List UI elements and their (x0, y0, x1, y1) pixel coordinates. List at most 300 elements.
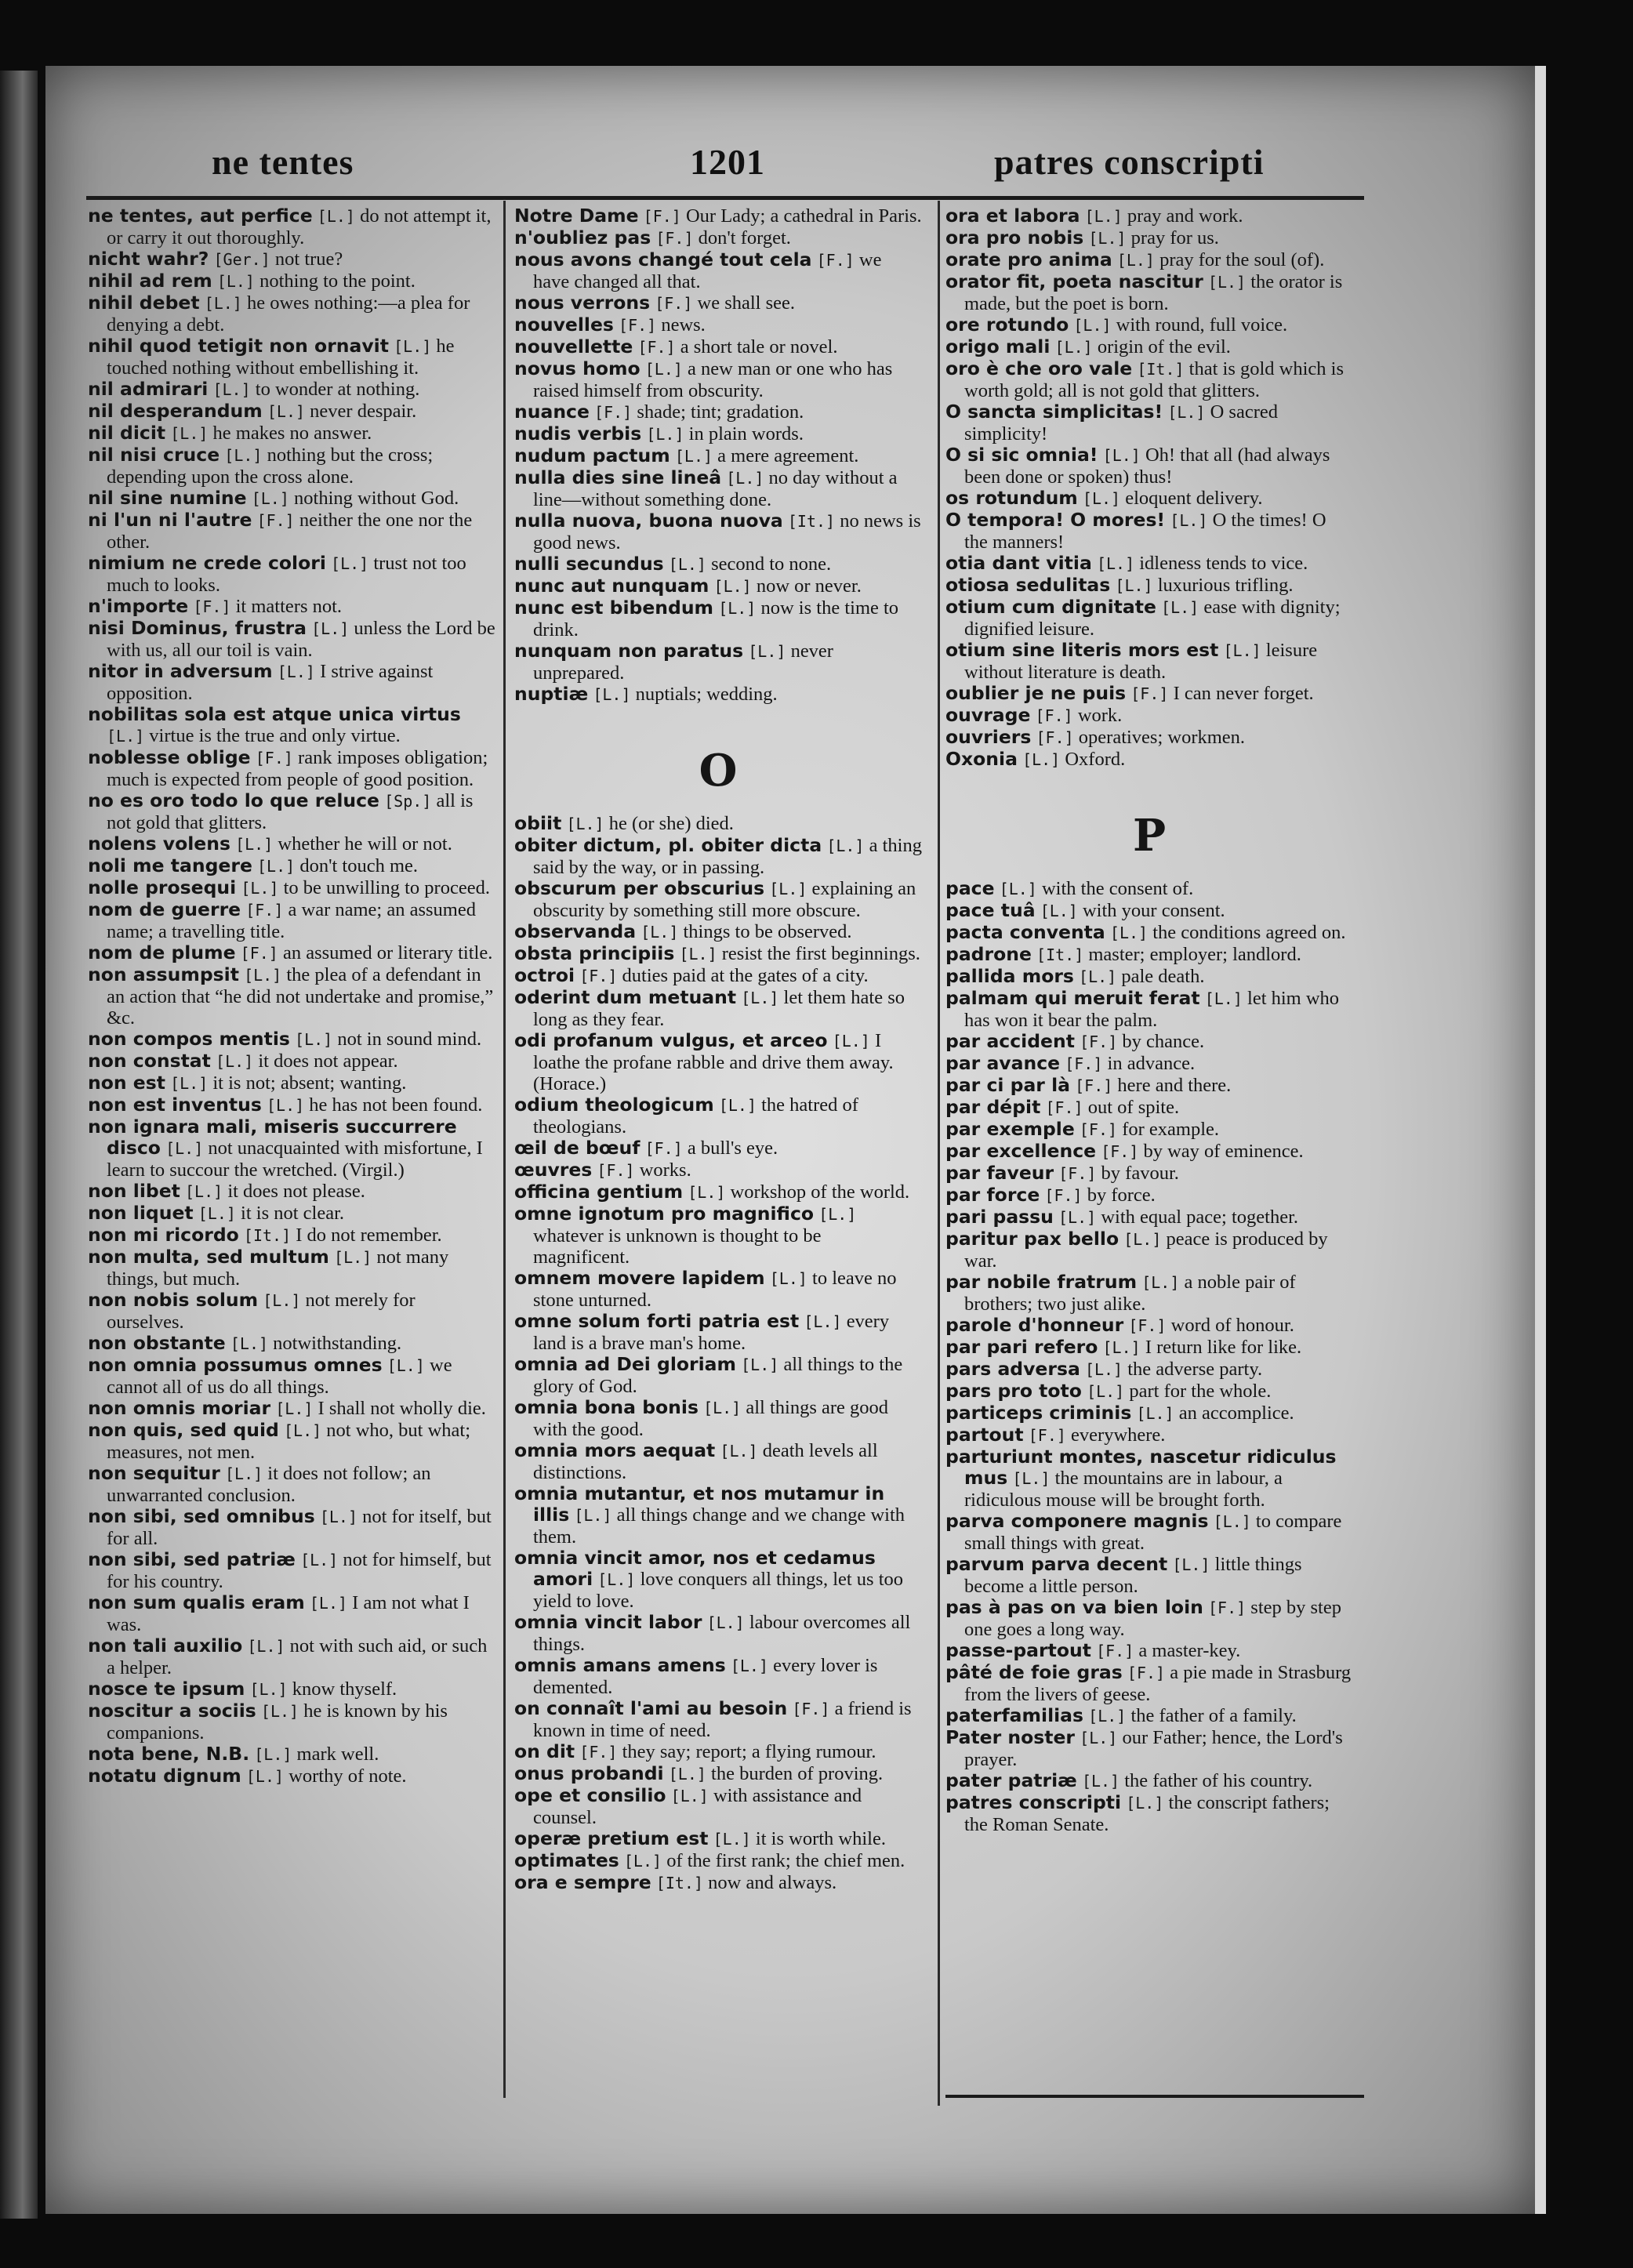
entry-definition: we cannot all of us do all things. (107, 1355, 452, 1398)
entry-headword: nulli secundus (514, 553, 664, 575)
dictionary-entry (88, 1225, 495, 1246)
dictionary-entry (945, 1511, 1353, 1554)
dictionary-entry (945, 1662, 1353, 1705)
dictionary-entry (88, 704, 495, 747)
dictionary-entry (88, 596, 495, 618)
entry-headword: non mi ricordo (88, 1224, 239, 1246)
entry-definition: know thyself. (292, 1678, 397, 1700)
dictionary-entry (945, 1424, 1353, 1446)
entry-language: [L.] (1012, 1469, 1051, 1488)
dictionary-entry (945, 358, 1353, 401)
dictionary-entry (514, 813, 922, 835)
entry-definition: let them hate so long as they fear. (533, 987, 905, 1030)
entry-definition: unless the Lord be with us, all our toil is vain. (107, 618, 495, 661)
entry-headword: ope et consilio (514, 1784, 666, 1806)
entry-language: [L.] (1141, 1273, 1180, 1292)
entry-language: [L.] (257, 857, 296, 876)
entry-headword: obscurum per obscurius (514, 877, 765, 899)
entry-definition: the father of his country. (1124, 1770, 1313, 1791)
dictionary-entry (88, 964, 495, 1029)
entry-language: [L.] (1207, 273, 1247, 292)
dictionary-entry (88, 1398, 495, 1420)
entry-language: [F.] (256, 511, 295, 530)
entry-headword: obiit (514, 812, 562, 834)
dictionary-entry (88, 205, 495, 249)
dictionary-entry (945, 1097, 1353, 1119)
entry-language: [L.] (300, 1551, 339, 1569)
entry-language: [L.] (198, 1204, 236, 1223)
dictionary-entry (88, 1094, 495, 1116)
entry-language: [F.] (255, 749, 293, 767)
dictionary-entry (88, 488, 495, 510)
entry-headword: non compos mentis (88, 1028, 290, 1050)
entry-headword: parva componere magnis (945, 1510, 1209, 1532)
entry-language: [F.] (655, 294, 693, 313)
dictionary-entry (945, 1337, 1353, 1359)
dictionary-entry (514, 684, 922, 706)
entry-language: [L.] (1213, 1512, 1251, 1531)
dictionary-entry (88, 833, 495, 855)
entry-definition: the plea of a defendant in an action that “he did not undertake and promise,” &c. (107, 964, 494, 1029)
entry-headword: omnia bona bonis (514, 1396, 699, 1418)
entry-language: [F.] (637, 338, 676, 357)
entry-definition: news. (661, 314, 706, 336)
entry-language: [F.] (655, 229, 694, 248)
dictionary-entry (88, 510, 495, 553)
entry-headword: nulla nuova, buona nuova (514, 510, 783, 532)
dictionary-entry (514, 965, 922, 987)
entry-headword: otium sine literis mors est (945, 639, 1219, 661)
dictionary-entry (945, 1597, 1353, 1640)
dictionary-entry (88, 270, 495, 292)
entry-definition: not in sound mind. (337, 1029, 482, 1050)
entry-headword: Pater noster (945, 1726, 1076, 1748)
entry-language: [L.] (266, 1096, 305, 1115)
entry-definition: I am not what I was. (107, 1592, 470, 1635)
entry-headword: Oxonia (945, 748, 1018, 770)
entry-language: [F.] (643, 207, 681, 226)
entry-definition: Oh! that all (had always been done or spoken) thus! (964, 445, 1330, 488)
entry-definition: pale death. (1121, 966, 1205, 987)
entry-definition: every land is a brave man's home. (533, 1311, 890, 1354)
dictionary-entry (945, 575, 1353, 597)
dictionary-entry (514, 1094, 922, 1138)
dictionary-entry (514, 575, 922, 597)
dictionary-entry (514, 1181, 922, 1203)
entry-language: [L.] (713, 1830, 751, 1849)
entry-definition: things to be observed. (683, 921, 852, 942)
entry-definition: little things become a little person. (964, 1554, 1302, 1597)
entry-definition: to be unwilling to proceed. (283, 877, 490, 898)
entry-definition: an assumed or literary title. (282, 942, 493, 963)
dictionary-entry (514, 314, 922, 336)
entry-language: [F.] (193, 597, 231, 616)
entry-definition: ease with dignity; dignified leisure. (964, 597, 1341, 640)
entry-language: [L.] (1087, 1382, 1125, 1401)
dictionary-entry (88, 1463, 495, 1506)
entry-language: [L.] (107, 727, 145, 746)
section-letter: O (699, 745, 738, 797)
entry-definition: whatever is unknown is thought to be magnificent. (533, 1225, 822, 1268)
dictionary-entry (945, 749, 1353, 771)
entry-definition: a short tale or novel. (680, 336, 838, 357)
entry-headword: odi profanum vulgus, et arceo (514, 1029, 828, 1051)
entry-headword: padrone (945, 943, 1032, 965)
entry-headword: omne solum forti patria est (514, 1310, 800, 1332)
entry-definition: here and there. (1117, 1075, 1232, 1096)
entry-headword: par accident (945, 1030, 1075, 1052)
entry-headword: non assumpsit (88, 963, 239, 985)
entry-definition: nothing without God. (294, 488, 459, 509)
entry-definition: second to none. (711, 553, 832, 575)
entry-definition: shade; tint; gradation. (637, 401, 804, 423)
entry-headword: nolle prosequi (88, 876, 237, 898)
entry-language: [L.] (235, 835, 274, 854)
dictionary-entry (88, 249, 495, 270)
entry-language: [L.] (394, 337, 432, 356)
entry-definition: not many things, but much. (107, 1246, 449, 1290)
entry-language: [L.] (741, 989, 779, 1007)
entry-language: [It.] (1137, 360, 1185, 379)
dictionary-entry (88, 855, 495, 877)
entry-definition: Oxford. (1065, 749, 1126, 770)
entry-definition: it does not please. (227, 1181, 365, 1202)
entry-headword: pars pro toto (945, 1380, 1082, 1402)
entry-language: [F.] (1101, 1142, 1139, 1161)
entry-language: [F.] (1036, 728, 1074, 747)
entry-headword: passe-partout (945, 1639, 1091, 1661)
dictionary-entry (514, 1440, 922, 1483)
dictionary-entry (88, 1290, 495, 1333)
dictionary-entry (945, 1207, 1353, 1228)
entry-headword: non sibi, sed omnibus (88, 1505, 315, 1527)
entry-language: [It.] (243, 1226, 292, 1245)
entry-headword: nous avons changé tout cela (514, 249, 812, 270)
entry-definition: not with such aid, or such a helper. (107, 1635, 488, 1678)
entry-language: [F.] (644, 1139, 683, 1158)
dictionary-entry (945, 1119, 1353, 1141)
entry-headword: optimates (514, 1849, 619, 1871)
dictionary-entry (88, 1029, 495, 1051)
entry-headword: onus probandi (514, 1762, 664, 1784)
entry-language: [L.] (1079, 967, 1117, 986)
entry-headword: orate pro anima (945, 249, 1112, 270)
dictionary-entry (945, 1163, 1353, 1185)
entry-definition: they say; report; a flying rumour. (622, 1741, 876, 1762)
entry-language: [L.] (1170, 511, 1208, 530)
dictionary-entry (514, 553, 922, 575)
dictionary-entry (945, 683, 1353, 705)
entry-headword: non sequitur (88, 1462, 220, 1484)
entry-definition: to compare small things with great. (964, 1511, 1342, 1554)
dictionary-entry (88, 1506, 495, 1549)
entry-definition: never despair. (310, 401, 417, 422)
entry-headword: non quis, sed quid (88, 1419, 279, 1441)
entry-language: [L.] (247, 1637, 285, 1656)
entry-headword: par avance (945, 1052, 1061, 1074)
entry-headword: non liquet (88, 1202, 194, 1224)
entry-definition: pray for the soul (of). (1159, 249, 1325, 270)
entry-definition: all things change and we change with them. (533, 1504, 905, 1548)
entry-headword: no es oro todo lo que reluce (88, 789, 379, 811)
entry-language: [L.] (644, 360, 683, 379)
entry-definition: never unprepared. (533, 640, 833, 684)
dictionary-entry (945, 878, 1353, 900)
entry-language: [L.] (1172, 1555, 1210, 1574)
entry-headword: nimium ne crede colori (88, 552, 326, 574)
entry-headword: nunc aut nunquam (514, 575, 709, 597)
entry-language: [L.] (720, 1442, 758, 1461)
entry-language: [F.] (1044, 1186, 1083, 1205)
entry-language: [L.] (254, 1745, 292, 1764)
dictionary-entry (514, 878, 922, 921)
dictionary-entry (88, 618, 495, 661)
entry-language: [L.] (566, 815, 604, 833)
entry-headword: par faveur (945, 1162, 1054, 1184)
entry-language: [L.] (741, 1355, 779, 1374)
entry-definition: word of honour. (1170, 1315, 1294, 1336)
entry-headword: nouvelles (514, 314, 614, 336)
entry-headword: non obstante (88, 1332, 226, 1354)
dictionary-entry (514, 1850, 922, 1872)
entry-language: [Sp.] (384, 792, 432, 811)
entry-definition: I strive against opposition. (107, 661, 434, 704)
entry-definition: nothing to the point. (259, 270, 416, 292)
dictionary-entry (514, 1612, 922, 1655)
entry-headword: O si sic omnia! (945, 444, 1098, 466)
entry-definition: by way of eminence. (1143, 1141, 1304, 1162)
dictionary-entry (514, 1397, 922, 1440)
entry-headword: non est (88, 1072, 165, 1094)
entry-headword: nil nisi cruce (88, 444, 220, 466)
entry-headword: n'importe (88, 595, 189, 617)
dictionary-entry (514, 1763, 922, 1785)
running-head-right: patres conscripti (994, 142, 1265, 182)
entry-language: [L.] (216, 1052, 254, 1071)
entry-definition: the adverse party. (1127, 1359, 1263, 1380)
entry-definition: a new man or one who has raised himself from obscurity. (533, 358, 893, 401)
section-letter: P (1132, 810, 1167, 862)
dictionary-entry (514, 1828, 922, 1850)
entry-definition: I return like for like. (1145, 1337, 1302, 1358)
entry-language: [L.] (1080, 1729, 1118, 1747)
entry-headword: pater patriæ (945, 1769, 1077, 1791)
entry-language: [L.] (1102, 446, 1141, 465)
entry-language: [F.] (1045, 1098, 1083, 1117)
dictionary-entry (514, 1311, 922, 1354)
entry-language: [L.] (230, 1334, 269, 1353)
entry-language: [It.] (787, 512, 836, 531)
entry-definition: it matters not. (235, 596, 343, 617)
entry-language: [L.] (1088, 1707, 1127, 1725)
dictionary-entry (88, 445, 495, 488)
entry-headword: nuance (514, 401, 590, 423)
entry-headword: on dit (514, 1740, 575, 1762)
entry-headword: non multa, sed multum (88, 1246, 329, 1268)
entry-definition: out of spite. (1087, 1097, 1180, 1118)
dictionary-entry (88, 336, 495, 379)
entry-language: [L.] (679, 945, 717, 963)
entry-language: [L.] (185, 1182, 223, 1201)
dictionary-entry (945, 336, 1353, 358)
entry-language: [L.] (216, 272, 255, 291)
dictionary-entry (945, 1075, 1353, 1097)
entry-language: [L.] (623, 1852, 662, 1871)
entry-headword: nulla dies sine lineâ (514, 466, 722, 488)
entry-language: [L.] (309, 1594, 348, 1613)
entry-language: [L.] (204, 294, 242, 313)
entry-language: [L.] (1088, 229, 1127, 248)
entry-definition: by favour. (1101, 1163, 1179, 1184)
dictionary-entry (514, 227, 922, 249)
column-2 (514, 205, 922, 1894)
dictionary-entry (945, 488, 1353, 510)
dictionary-entry (514, 1159, 922, 1181)
entry-headword: patres conscripti (945, 1791, 1122, 1813)
dictionary-entry (88, 1678, 495, 1700)
entry-definition: a master-key. (1138, 1640, 1241, 1661)
dictionary-entry (514, 249, 922, 292)
entry-definition: he is known by his companions. (107, 1700, 448, 1744)
entry-headword: nitor in adversum (88, 660, 273, 682)
dictionary-entry (88, 1635, 495, 1678)
entry-headword: par dépit (945, 1096, 1041, 1118)
entry-language: [L.] (275, 1399, 314, 1418)
dictionary-entry (945, 205, 1353, 227)
entry-headword: particeps criminis (945, 1402, 1132, 1424)
entry-headword: ora et labora (945, 205, 1080, 227)
dictionary-entry (88, 1333, 495, 1355)
dictionary-entry (514, 1030, 922, 1094)
dictionary-entry (514, 1655, 922, 1698)
dictionary-entry (514, 336, 922, 358)
entry-headword: novus homo (514, 357, 640, 379)
entry-headword: par pari refero (945, 1336, 1098, 1358)
entry-definition: with your consent. (1082, 900, 1225, 921)
entry-definition: a war name; an assumed name; a travelling title. (107, 899, 476, 942)
entry-headword: nudis verbis (514, 423, 642, 445)
entry-language: [L.] (319, 1508, 357, 1526)
dictionary-entry (514, 1268, 922, 1311)
dictionary-entry (945, 1272, 1353, 1315)
entry-definition: with equal pace; together. (1101, 1207, 1299, 1228)
entry-definition: it does not follow; an unwarranted conclusion. (107, 1463, 431, 1506)
entry-language: [L.] (1084, 1360, 1123, 1379)
entry-definition: do not attempt it, or carry it out thoroughly. (107, 205, 492, 249)
entry-headword: palmam qui meruit ferat (945, 987, 1200, 1009)
entry-headword: œil de bœuf (514, 1137, 640, 1159)
dictionary-entry (514, 1785, 922, 1828)
entry-definition: it is worth while. (755, 1828, 886, 1849)
entry-definition: O the times! O the manners! (964, 510, 1326, 553)
entry-language: [F.] (1028, 1426, 1066, 1445)
entry-language: [L.] (331, 554, 369, 573)
dictionary-entry (514, 1138, 922, 1159)
entry-language: [L.] (1102, 1338, 1141, 1357)
dictionary-entry (88, 661, 495, 704)
dictionary-entry (514, 1872, 922, 1894)
entry-language: [F.] (1058, 1164, 1097, 1183)
entry-language: [L.] (706, 1613, 745, 1632)
dictionary-entry (514, 597, 922, 640)
entry-headword: nunc est bibendum (514, 597, 714, 619)
entry-language: [L.] (1084, 207, 1123, 226)
entry-language: [L.] (1123, 1230, 1162, 1249)
dictionary-entry (514, 510, 922, 553)
entry-headword: non sum qualis eram (88, 1591, 305, 1613)
entry-headword: nouvellette (514, 336, 633, 357)
entry-language: [F.] (792, 1700, 830, 1718)
page-right-edge (1535, 66, 1546, 2214)
entry-definition: the burden of proving. (711, 1763, 884, 1784)
entry-definition: all things to the glory of God. (533, 1354, 903, 1397)
dictionary-entry (514, 423, 922, 445)
entry-language: [F.] (1128, 1316, 1167, 1335)
entry-language: [L.] (241, 879, 279, 898)
entry-definition: I can never forget. (1173, 683, 1314, 704)
entry-headword: non ignara mali, miseris succurrere disco (88, 1116, 457, 1159)
entry-language: [L.] (334, 1248, 372, 1267)
entry-headword: notatu dignum (88, 1765, 241, 1787)
dictionary-entry (88, 1051, 495, 1072)
dictionary-entry (514, 445, 922, 467)
entry-definition: worthy of note. (288, 1765, 407, 1787)
entry-headword: nil sine numine (88, 487, 247, 509)
entry-language: [L.] (769, 880, 807, 898)
entry-definition: I loathe the profane rabble and drive them away. (Horace.) (533, 1030, 894, 1094)
entry-headword: pacta conventa (945, 921, 1105, 943)
column-1 (88, 205, 495, 1787)
entry-definition: idleness tends to vice. (1139, 553, 1308, 574)
entry-headword: nil admirari (88, 378, 209, 400)
entry-definition: with assistance and counsel. (533, 1785, 862, 1828)
dictionary-entry (945, 705, 1353, 727)
entry-headword: otium cum dignitate (945, 596, 1156, 618)
dictionary-entry (514, 292, 922, 314)
dictionary-entry (945, 227, 1353, 249)
dictionary-entry (945, 249, 1353, 271)
entry-headword: nosce te ipsum (88, 1678, 245, 1700)
entry-language: [L.] (1022, 750, 1061, 769)
entry-definition: with round, full voice. (1116, 314, 1288, 336)
entry-definition: not for itself, but for all. (107, 1506, 492, 1549)
entry-headword: non libet (88, 1180, 180, 1202)
entry-definition: every lover is demented. (533, 1655, 878, 1698)
entry-headword: Notre Dame (514, 205, 639, 227)
dictionary-entry (945, 1031, 1353, 1053)
entry-language: [L.] (688, 1183, 726, 1202)
entry-language: [F.] (245, 901, 284, 920)
dictionary-entry (945, 640, 1353, 683)
entry-definition: we shall see. (697, 292, 795, 314)
entry-language: [F.] (1079, 1120, 1118, 1139)
entry-language: [L.] (668, 555, 706, 574)
entry-language: [F.] (1130, 684, 1169, 703)
entry-language: [L.] (640, 923, 679, 942)
entry-headword: ora pro nobis (945, 227, 1084, 249)
entry-language: [L.] (748, 642, 786, 661)
entry-language: [L.] (1096, 554, 1135, 573)
entry-language: [L.] (1054, 338, 1093, 357)
entry-definition: works. (639, 1159, 691, 1181)
running-head-left: ne tentes (212, 142, 354, 182)
entry-definition: with the consent of. (1041, 878, 1194, 899)
entry-definition: a pie made in Strasburg from the livers of geese. (964, 1662, 1352, 1705)
entry-definition: not who, but what; measures, not men. (107, 1420, 471, 1463)
entry-language: [L.] (277, 662, 315, 681)
entry-definition: rank imposes obligation; much is expected from people of good position. (107, 747, 488, 790)
entry-headword: parvum parva decent (945, 1553, 1168, 1575)
